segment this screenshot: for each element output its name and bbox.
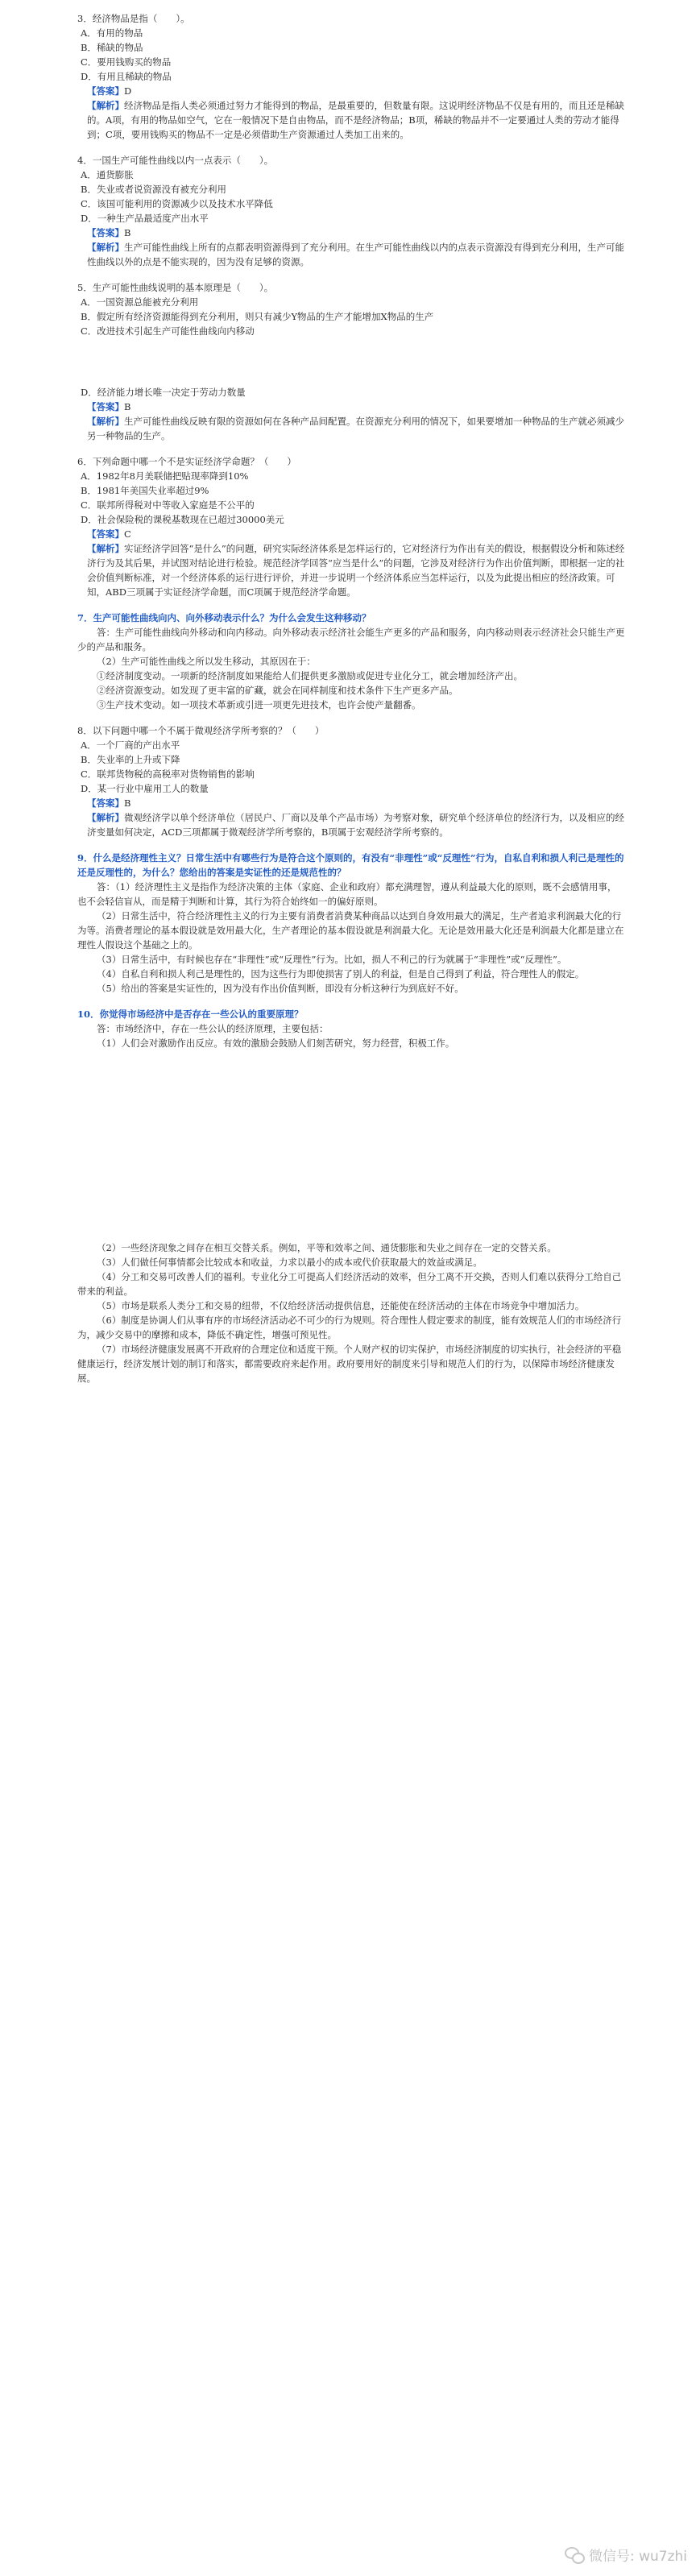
question-10-paragraph: （6）制度是协调人们从事有序的市场经济活动必不可少的行为规则。符合理性人假定要求的制度，能有效规范人们的市场经济行为，减少交易中的摩擦和成本，降低不确定性，增强可预见性。 xyxy=(77,1315,622,1340)
question-5-option-c: C．改进技术引起生产可能性曲线向内移动 xyxy=(81,325,255,337)
analysis-text: 经济物品是指人类必须通过努力才能得到的物品，是最重要的，但数量有限。这说明经济物品不仅是有用的，而且还是稀缺的。A项，有用的物品如空气，它在一般情况下是自由物品，而不是经济物品；B项，稀缺的物品并不一定要通过人类的劳动才能得到；C项，要用钱购买的物品不一定是必须借助生产资源通过人类加工出来的。 xyxy=(87,100,624,140)
question-5-option-a: A．一国资源总能被充分利用 xyxy=(81,296,199,308)
question-7-point: ①经济制度变动。一项新的经济制度如果能给人们提供更多激励或促进专业化分工，就会增加经济产出。 xyxy=(97,670,523,681)
analysis-text: 实证经济学回答“是什么”的问题，研究实际经济体系是怎样运行的，它对经济行为作出有关的假设，根据假设分析和陈述经济行为及其后果，并试图对结论进行检验。规范经济学回答“应当是什么”的问题，它涉及对经济行为作出价值判断，即根据一定的社会价值判断标准，对一个经济体系的运行进行评价，并进一步说明一个经济体系应当怎样运行，以及为此提出相应的经济政策。可知，ABD三项属于实证经济学命题，而C项属于规范经济学命题。 xyxy=(87,543,625,598)
question-5-option-d: D．经济能力增长唯一决定于劳动力数量 xyxy=(81,387,246,398)
question-6-analysis xyxy=(77,541,625,599)
question-9-title: 9．什么是经济理性主义？日常生活中有哪些行为是符合这个原则的，有没有“非理性”或“反理性”行为，自私自利和损人利己是理性的还是反理性的，为什么？您给出的答案是实证性的还是规范性的？ xyxy=(77,852,624,878)
watermark-text: 微信号: wu7zhi xyxy=(588,2549,687,2565)
question-3-option-c: C．要用钱购买的物品 xyxy=(81,56,172,68)
question-7-title: 7．生产可能性曲线向内、向外移动表示什么？为什么会发生这种移动？ xyxy=(77,612,371,623)
analysis-tag: 【解析】 xyxy=(87,416,124,427)
question-3-option-d: D．有用且稀缺的物品 xyxy=(81,71,172,82)
wechat-watermark xyxy=(565,2545,687,2565)
question-3-analysis xyxy=(77,98,625,142)
document-body-continued xyxy=(77,1240,625,1397)
question-9-paragraph xyxy=(77,880,625,909)
question-7-point: ②经济资源变动。如发现了更丰富的矿藏，就会在同样制度和技术条件下生产更多产品。 xyxy=(97,685,458,696)
question-7-point: ③生产技术变动。如一项技术革新或引进一项更先进技术，也许会使产量翻番。 xyxy=(97,699,421,710)
question-10-paragraph: （2）一些经济现象之间存在相互交替关系。例如，平等和效率之间、通货膨胀和失业之间存在一定的交替关系。 xyxy=(97,1242,557,1253)
question-4-answer xyxy=(77,226,625,240)
answer-value: B xyxy=(124,401,131,412)
answer-tag: 【答案】 xyxy=(87,227,124,238)
question-8-answer xyxy=(77,796,625,810)
question-3 xyxy=(77,11,625,142)
question-3-option-b: B．稀缺的物品 xyxy=(81,42,143,53)
question-3-title: 3．经济物品是指（ ）。 xyxy=(77,13,190,24)
question-4-title: 4．一国生产可能性曲线以内一点表示（ ）。 xyxy=(77,155,274,166)
question-9 xyxy=(77,851,625,996)
question-8 xyxy=(77,723,625,839)
question-8-option-c: C．联邦货物税的高税率对货物销售的影响 xyxy=(81,768,255,780)
question-6-answer xyxy=(77,527,625,541)
question-8-option-d: D．某一行业中雇用工人的数量 xyxy=(81,783,209,794)
question-10-paragraph: （5）市场是联系人类分工和交易的纽带，不仅给经济活动提供信息，还能使在经济活动的主体在市场竞争中增加活力。 xyxy=(97,1300,585,1311)
question-5-answer xyxy=(77,400,625,414)
answer-tag: 答： xyxy=(97,627,115,638)
answer-text: （1）经济理性主义是指作为经济决策的主体（家庭、企业和政府）都充满理智，遵从利益最大化的原则，既不会感情用事，也不会轻信盲从，而是精于判断和计算，其行为符合始终如一的偏好原则。 xyxy=(77,881,617,907)
question-10-answer xyxy=(77,1021,625,1036)
question-6 xyxy=(77,454,625,599)
question-10-paragraph: （1）人们会对激励作出反应。有效的激励会鼓励人们刻苦研究，努力经营，积极工作。 xyxy=(97,1037,455,1049)
answer-value: B xyxy=(124,227,131,238)
analysis-tag: 【解析】 xyxy=(87,812,124,823)
question-4-option-b: B．失业或者说资源没有被充分利用 xyxy=(81,184,226,195)
question-5-title: 5．生产可能性曲线说明的基本原理是（ ）。 xyxy=(77,282,274,293)
question-7 xyxy=(77,611,625,712)
question-4-option-d: D．一种生产品最适度产出水平 xyxy=(81,213,209,224)
question-3-option-a: A．有用的物品 xyxy=(81,27,143,39)
analysis-tag: 【解析】 xyxy=(87,242,124,253)
question-4-option-a: A．通货膨胀 xyxy=(81,169,134,180)
answer-tag: 【答案】 xyxy=(87,797,124,809)
answer-tag: 答： xyxy=(97,1023,115,1034)
question-9-paragraph: （3）日常生活中，有时候也存在“非理性”或“反理性”行为。比如，损人不利己的行为就属于“非理性”或“反理性”。 xyxy=(97,954,567,965)
question-7-point: （2）生产可能性曲线之所以发生移动，其原因在于： xyxy=(97,656,316,667)
question-8-analysis xyxy=(77,810,625,839)
question-5-analysis xyxy=(77,414,625,443)
analysis-text: 生产可能性曲线反映有限的资源如何在各种产品间配置。在资源充分利用的情况下，如果要增加一种物品的生产就必须减少另一种物品的生产。 xyxy=(87,416,624,441)
answer-value: B xyxy=(124,797,131,809)
question-8-option-b: B．失业率的上升或下降 xyxy=(81,754,180,765)
answer-tag: 【答案】 xyxy=(87,85,124,97)
question-7-answer xyxy=(77,625,625,654)
answer-value: D xyxy=(124,85,132,97)
document-body xyxy=(77,11,625,1062)
answer-tag: 【答案】 xyxy=(87,401,124,412)
answer-value: C xyxy=(124,528,131,540)
answer-tag: 【答案】 xyxy=(87,528,124,540)
answer-text: 市场经济中，存在一些公认的经济原理，主要包括： xyxy=(115,1023,329,1034)
question-6-title: 6．下列命题中哪一个不是实证经济学命题？（ ） xyxy=(77,456,296,467)
answer-text: 生产可能性曲线向外移动和向内移动。向外移动表示经济社会能生产更多的产品和服务，向内移动则表示经济社会只能生产更少的产品和服务。 xyxy=(77,627,625,652)
question-4-option-c: C．该国可能利用的资源减少以及技术水平降低 xyxy=(81,198,273,209)
analysis-tag: 【解析】 xyxy=(87,100,124,111)
question-10-paragraph: （3）人们做任何事情都会比较成本和收益，力求以最小的成本或代价获取最大的效益或满足。 xyxy=(97,1257,483,1268)
question-8-title: 8．以下问题中哪一个不属于微观经济学所考察的？（ ） xyxy=(77,725,325,736)
question-9-paragraph: （2）日常生活中，符合经济理性主义的行为主要有消费者消费某种商品以达到自身效用最大的满足，生产者追求利润最大化的行为等。消费者理论的基本假设就是效用最大化，生产者理论的基本假设就是利润最大化。无论是效用最大化还是利润最大化都是建立在理性人假设这个基础之上的。 xyxy=(77,910,624,950)
analysis-text: 生产可能性曲线上所有的点都表明资源得到了充分利用。在生产可能性曲线以内的点表示资源没有得到充分利用，生产可能性曲线以外的点是不能实现的，因为没有足够的资源。 xyxy=(87,242,624,267)
question-6-option-a: A．1982年8月美联储把贴现率降到10% xyxy=(81,470,249,482)
question-3-answer xyxy=(77,84,625,98)
question-6-option-b: B．1981年美国失业率超过9% xyxy=(81,485,209,496)
question-10 xyxy=(77,1007,625,1050)
question-5 xyxy=(77,280,625,443)
question-10-paragraph: （7）市场经济健康发展离不开政府的合理定位和适度干预。个人财产权的切实保护，市场经济制度的切实执行，社会经济的平稳健康运行，经济发展计划的制订和落实，都需要政府来起作用。政府要用好的制度来引导和规范人们的行为，以保障市场经济健康发展。 xyxy=(77,1344,622,1384)
question-10-paragraph: （4）分工和交易可改善人们的福利。专业化分工可提高人们经济活动的效率，但分工离不开交换，否则人们难以获得分工给自己带来的利益。 xyxy=(77,1271,622,1297)
analysis-tag: 【解析】 xyxy=(87,543,124,554)
page-gap xyxy=(77,338,625,385)
question-10-title: 10．你觉得市场经济中是否存在一些公认的重要原理？ xyxy=(77,1008,304,1020)
wechat-icon xyxy=(565,2547,584,2563)
analysis-text: 微观经济学以单个经济单位（居民户、厂商以及单个产品市场）为考察对象，研究单个经济单位的经济行为，以及相应的经济变量如何决定，ACD三项都属于微观经济学所考察的，B项属于宏观经济学所考察的。 xyxy=(87,812,624,838)
question-9-paragraph: （5）给出的答案是实证性的，因为没有作出价值判断，即没有分析这种行为到底好不好。 xyxy=(97,983,464,994)
question-8-option-a: A．一个厂商的产出水平 xyxy=(81,739,180,751)
question-6-option-d: D．社会保险税的课税基数现在已超过30000美元 xyxy=(81,514,284,525)
question-4 xyxy=(77,153,625,269)
question-5-option-b: B．假定所有经济资源能得到充分利用，则只有减少Y物品的生产才能增加X物品的生产 xyxy=(81,311,434,322)
question-9-paragraph: （4）自私自利和损人利己是理性的，因为这些行为即使损害了别人的利益，但是自己得到了利益，符合理性人的假定。 xyxy=(97,968,585,979)
question-10-continued xyxy=(77,1240,625,1385)
question-6-option-c: C．联邦所得税对中等收入家庭是不公平的 xyxy=(81,499,255,511)
answer-tag: 答： xyxy=(97,881,115,892)
question-4-analysis xyxy=(77,240,625,269)
